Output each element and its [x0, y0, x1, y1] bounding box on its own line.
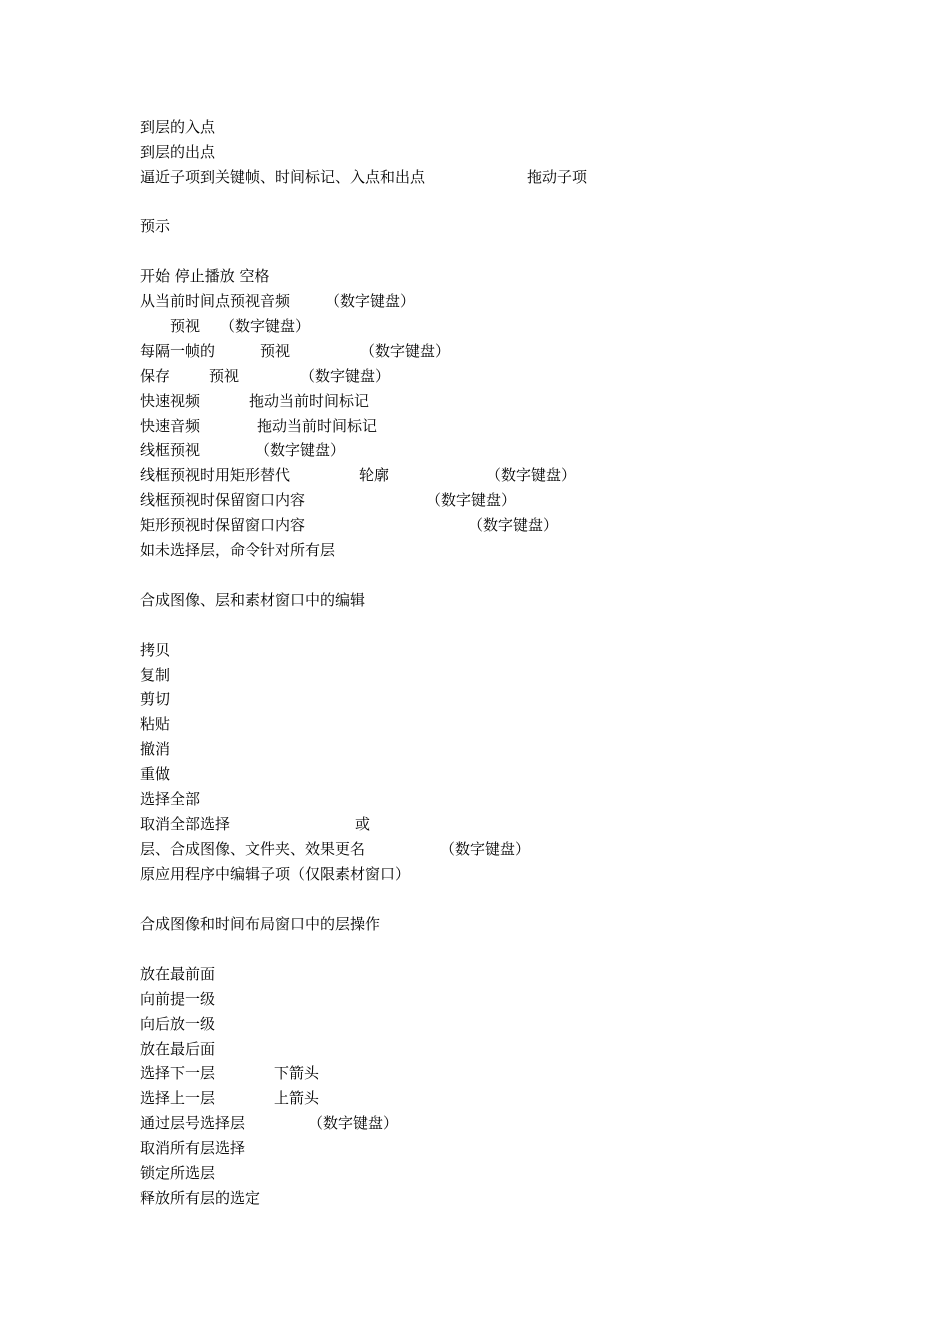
- shortcut-text: 拖动当前时间标记: [249, 392, 370, 410]
- heading-text: 预示: [140, 217, 171, 235]
- line-text: 通过层号选择层: [140, 1114, 246, 1132]
- line-text: 到层的入点: [140, 118, 216, 136]
- line-text: 矩形预视时保留窗口内容: [140, 516, 306, 534]
- line-text: 选择上一层: [140, 1089, 216, 1107]
- keypad-note: （数字键盘）: [220, 317, 311, 335]
- line-text: 快速音频: [140, 417, 201, 435]
- heading-text: 合成图像、层和素材窗口中的编辑: [140, 591, 366, 609]
- heading-text: 合成图像和时间布局窗口中的层操作: [140, 915, 381, 933]
- line-text: 拷贝: [140, 641, 171, 659]
- line-text: 线框预视: [140, 441, 201, 459]
- line-text: 线框预视时用矩形替代: [140, 466, 291, 484]
- line-text: 放在最后面: [140, 1040, 216, 1058]
- line-text: 重做: [140, 765, 171, 783]
- line-text: 如未选择层，命令针对所有层: [140, 541, 336, 559]
- line-text: 层、合成图像、文件夹、效果更名: [140, 840, 366, 858]
- line-text: 轮廓: [359, 466, 390, 484]
- line-text: 选择全部: [140, 790, 201, 808]
- keypad-note: （数字键盘）: [308, 1114, 399, 1132]
- keypad-note: （数字键盘）: [426, 491, 517, 509]
- line-text: 或: [355, 815, 371, 833]
- line-text: 锁定所选层: [140, 1164, 216, 1182]
- line-text: 向前提一级: [140, 990, 216, 1008]
- line-text: 开始 停止播放 空格: [140, 267, 270, 285]
- line-text: 复制: [140, 666, 171, 684]
- line-text: 到层的出点: [140, 143, 216, 161]
- line-text: 剪切: [140, 690, 171, 708]
- line-text: 保存: [140, 367, 171, 385]
- line-text: 预视: [209, 367, 240, 385]
- line-text: 放在最前面: [140, 965, 216, 983]
- line-text: 从当前时间点预视音频: [140, 292, 291, 310]
- line-text: 向后放一级: [140, 1015, 216, 1033]
- keypad-note: （数字键盘）: [325, 292, 416, 310]
- line-text: 粘贴: [140, 715, 171, 733]
- keypad-note: （数字键盘）: [255, 441, 346, 459]
- line-text: 快速视频: [140, 392, 201, 410]
- line-text: 线框预视时保留窗口内容: [140, 491, 306, 509]
- line-text: 释放所有层的选定: [140, 1189, 261, 1207]
- keypad-note: （数字键盘）: [486, 466, 577, 484]
- shortcut-text: 上箭头: [274, 1089, 320, 1107]
- line-text: 选择下一层: [140, 1064, 216, 1082]
- line-text: 逼近子项到关键帧、时间标记、入点和出点: [140, 168, 426, 186]
- line-text: 预视: [260, 342, 291, 360]
- keypad-note: （数字键盘）: [360, 342, 451, 360]
- shortcut-text: 拖动子项: [527, 168, 588, 186]
- shortcut-text: 拖动当前时间标记: [257, 417, 378, 435]
- line-text: 取消所有层选择: [140, 1139, 246, 1157]
- keypad-note: （数字键盘）: [440, 840, 531, 858]
- keypad-note: （数字键盘）: [300, 367, 391, 385]
- shortcut-text: 下箭头: [274, 1064, 320, 1082]
- line-text: 取消全部选择: [140, 815, 231, 833]
- keypad-note: （数字键盘）: [468, 516, 559, 534]
- line-text: 原应用程序中编辑子项（仅限素材窗口）: [140, 865, 411, 883]
- line-text: 撤消: [140, 740, 171, 758]
- line-text: 每隔一帧的: [140, 342, 216, 360]
- line-text: 预视: [170, 317, 201, 335]
